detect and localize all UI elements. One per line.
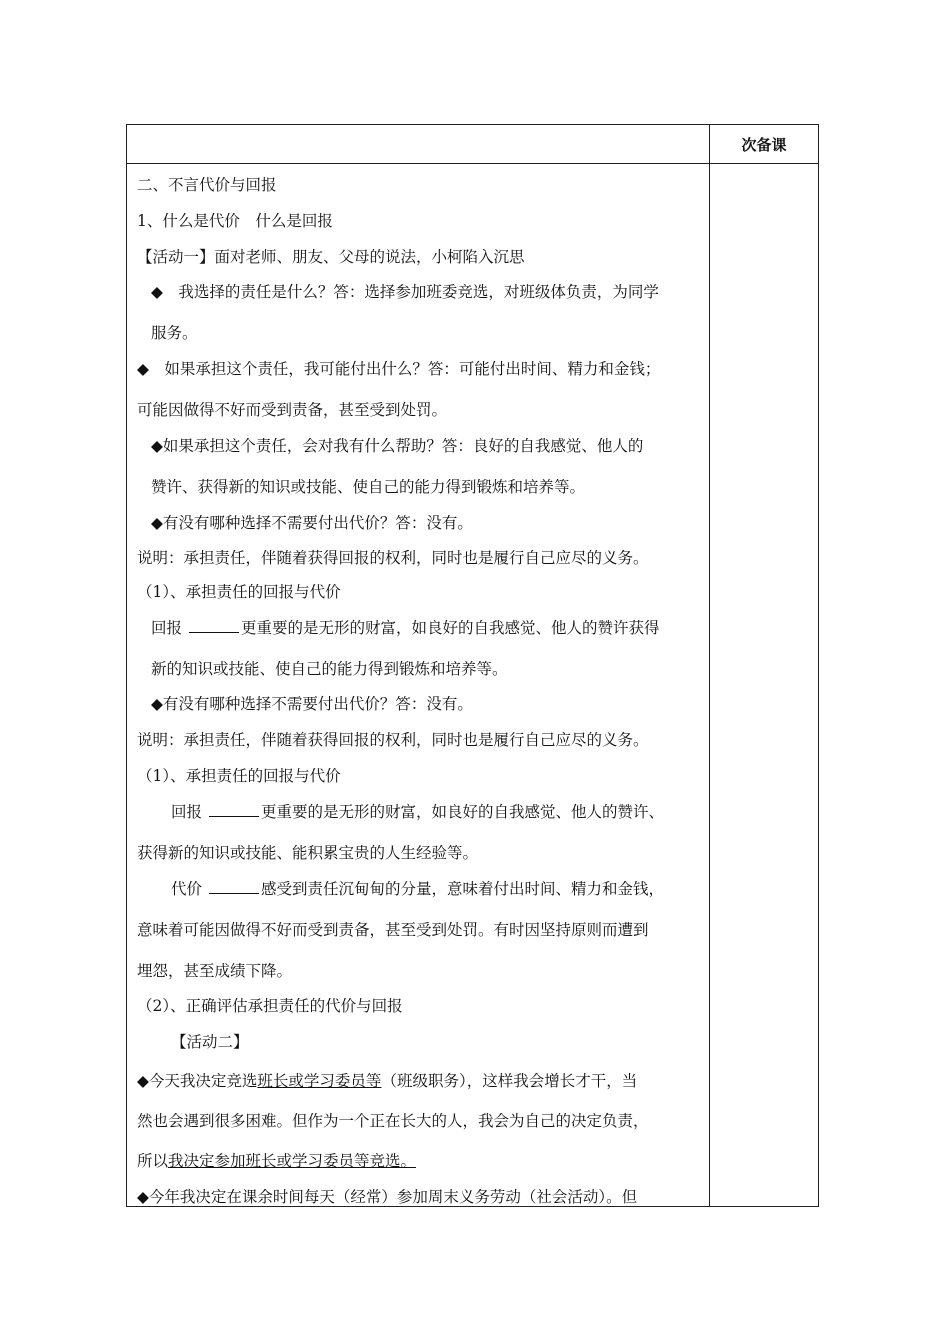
lesson-table	[126, 124, 819, 1207]
header-divider	[127, 163, 818, 164]
text-line: 所以我决定参加班长或学习委员等竞选。	[137, 1152, 417, 1170]
text-line: 【活动二】	[171, 1033, 249, 1051]
text-line: ◆有没有哪种选择不需要付出代价？答：没有。	[151, 695, 473, 713]
text-line: 获得新的知识或技能、能积累宝贵的人生经验等。	[137, 844, 479, 862]
text-line: 回报 更重要的是无形的财富，如良好的自我感觉、他人的赞许、	[171, 803, 664, 821]
side-column-header: 次备课	[741, 135, 787, 154]
text-line: （1）、承担责任的回报与代价	[137, 583, 341, 601]
text-line: ◆今年我决定在课余时间每天（经常）参加周末义务劳动（社会活动）。但	[137, 1188, 638, 1206]
text-line: 新的知识或技能、使自己的能力得到锻炼和培养等。	[151, 660, 508, 678]
text-line: 1、什么是代价 什么是回报	[137, 212, 333, 230]
text-line: 服务。	[151, 324, 198, 342]
text-line: 埋怨，甚至成绩下降。	[137, 962, 293, 980]
text-line: （1）、承担责任的回报与代价	[137, 767, 341, 785]
fill-in-blank	[209, 802, 259, 817]
column-divider	[709, 125, 710, 1206]
underlined-answer: 我决定参加班长或学习委员等竞选。	[168, 1152, 417, 1170]
text-line: ◆ 我选择的责任是什么？答：选择参加班委竞选，对班级体负责，为同学	[151, 283, 659, 301]
text-line: （2）、正确评估承担责任的代价与回报	[137, 997, 403, 1015]
text-line: 回报 更重要的是无形的财富，如良好的自我感觉、他人的赞许获得	[151, 619, 660, 637]
underlined-answer: 班长或学习委员等	[257, 1072, 382, 1090]
text-line: ◆今天我决定竞选班长或学习委员等（班级职务），这样我会增长才干，当	[137, 1072, 638, 1090]
fill-in-blank	[189, 618, 239, 633]
text-line: 说明：承担责任，伴随着获得回报的权利，同时也是履行自己应尽的义务。	[137, 731, 649, 749]
text-line: 代价 感受到责任沉甸甸的分量，意味着付出时间、精力和金钱，	[171, 880, 664, 898]
text-line: 二、不言代价与回报	[137, 176, 277, 194]
text-line: 然也会遇到很多困难。但作为一个正在长大的人，我会为自己的决定负责，	[137, 1112, 649, 1130]
text-line: 可能因做得不好而受到责备，甚至受到处罚。	[137, 401, 448, 419]
text-line: ◆有没有哪种选择不需要付出代价？答：没有。	[151, 514, 473, 532]
text-line: 说明：承担责任，伴随着获得回报的权利，同时也是履行自己应尽的义务。	[137, 549, 649, 567]
fill-in-blank	[209, 879, 259, 894]
text-line: 意味着可能因做得不好而受到责备，甚至受到处罚。有时因坚持原则而遭到	[137, 921, 649, 939]
text-line: 【活动一】面对老师、朋友、父母的说法，小柯陷入沉思	[137, 248, 525, 266]
text-line: 赞许、获得新的知识或技能、使自己的能力得到锻炼和培养等。	[151, 478, 586, 496]
text-line: ◆ 如果承担这个责任，我可能付出什么？答：可能付出时间、精力和金钱；	[137, 360, 661, 378]
text-line: ◆如果承担这个责任，会对我有什么帮助？答：良好的自我感觉、他人的	[151, 437, 644, 455]
